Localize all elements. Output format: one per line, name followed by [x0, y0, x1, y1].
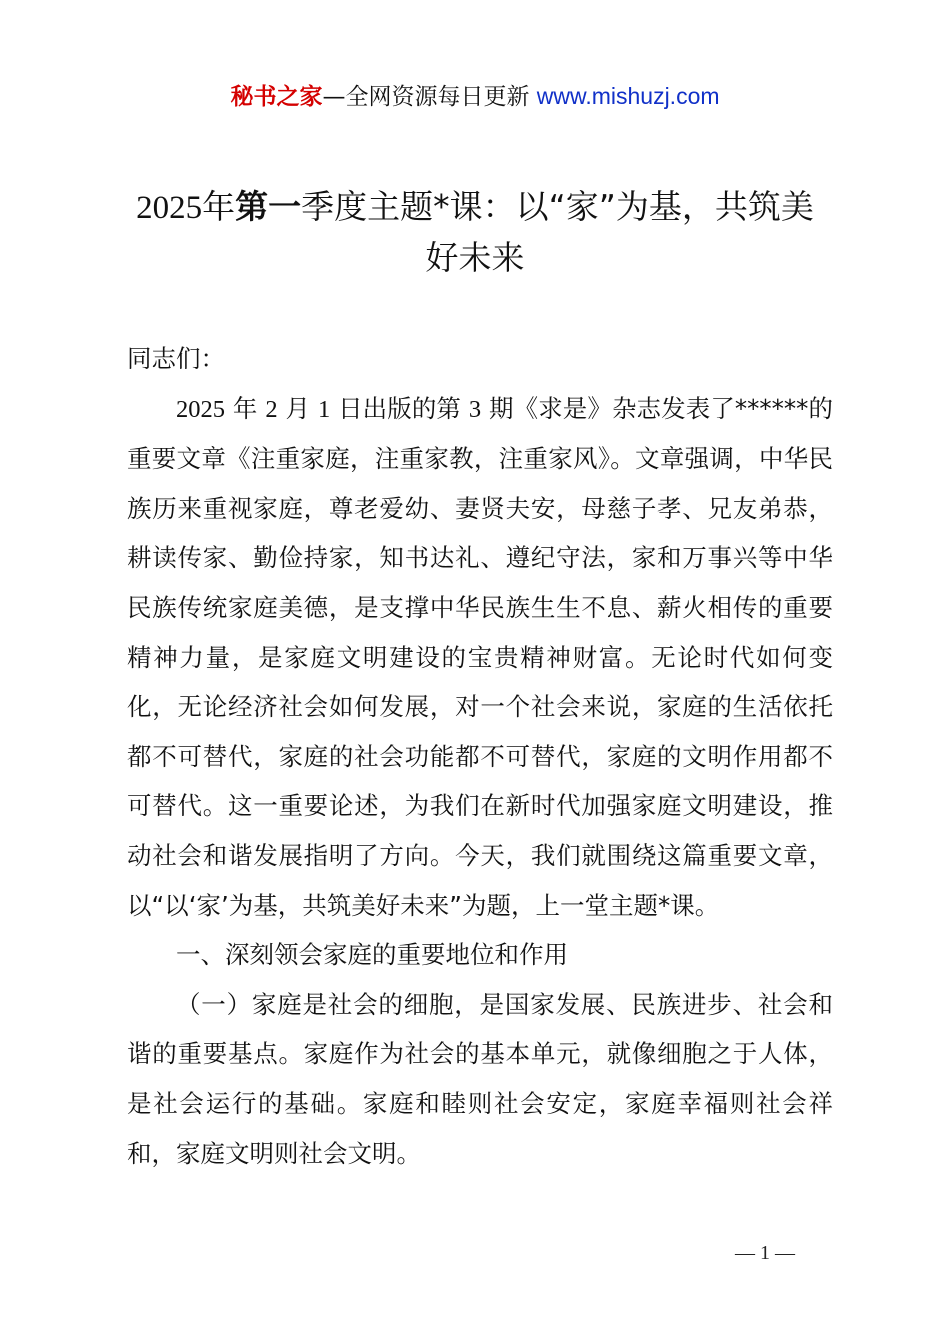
brand-name: 秘书之家 [230, 84, 323, 110]
site-url-link[interactable]: www.mishuzj.com [536, 83, 720, 109]
site-header [0, 80, 950, 113]
intro-text-2: 月 [277, 393, 318, 423]
title-year: 2025 [136, 190, 203, 226]
intro-text-4: 期《求是》杂志发表了******的重要文章《注重家庭，注重家教，注重家风》。文章强调，中华民族历来重视家庭，尊老爱幼、妻贤夫安，母慈子孝、兄友弟恭，耕读传家、勤俭持家，知书达礼、遵纪守法，家和万事兴等中华民族传统家庭美德，是支撑中华民族生生不息、薪火相传的重要精神力量，是家庭文明建设的宝贵精神财富。无论时代如何变化，无论经济社会如何发展，对一个社会来说，家庭的生活依托都不可替代，家庭的社会功能都不可替代，家庭的文明作用都不可替代。这一重要论述，为我们在新时代加强家庭文明建设，推动社会和谐发展指明了方向。今天，我们就围绕这篇重要文章，以“以‘家’为基，共筑美好未来”为题，上一堂主题*课。 [127, 393, 833, 920]
intro-day: 1 [317, 395, 331, 423]
section-heading-1: 一、深刻领会家庭的重要地位和作用 [176, 940, 568, 970]
document-title [120, 182, 830, 283]
intro-issue: 3 [468, 395, 482, 423]
title-part-2: 季度主题*课：以“家”为基，共筑美好未来 [301, 187, 814, 277]
paragraph-clip [127, 980, 833, 1178]
title-part-1: 年 [202, 187, 236, 226]
title-bold-part: 第一 [235, 187, 302, 226]
document-body [127, 334, 833, 1178]
intro-month: 2 [265, 395, 278, 423]
header-tagline: —全网资源每日更新 [322, 84, 537, 110]
salutation: 同志们： [127, 344, 225, 373]
page-number: — 1 — [735, 1242, 795, 1264]
intro-text-1: 年 [225, 393, 266, 423]
intro-year: 2025 [176, 395, 225, 423]
intro-paragraph [127, 384, 833, 931]
paragraph-family-cell: （一）家庭是社会的细胞，是国家发展、民族进步、社会和谐的重要基点。家庭作为社会的基本单元，就像细胞之于人体，是社会运行的基础。家庭和睦则社会安定，家庭幸福则社会祥和，家庭文明则社会文明。 [127, 989, 833, 1168]
intro-text-3: 日出版的第 [330, 393, 469, 423]
